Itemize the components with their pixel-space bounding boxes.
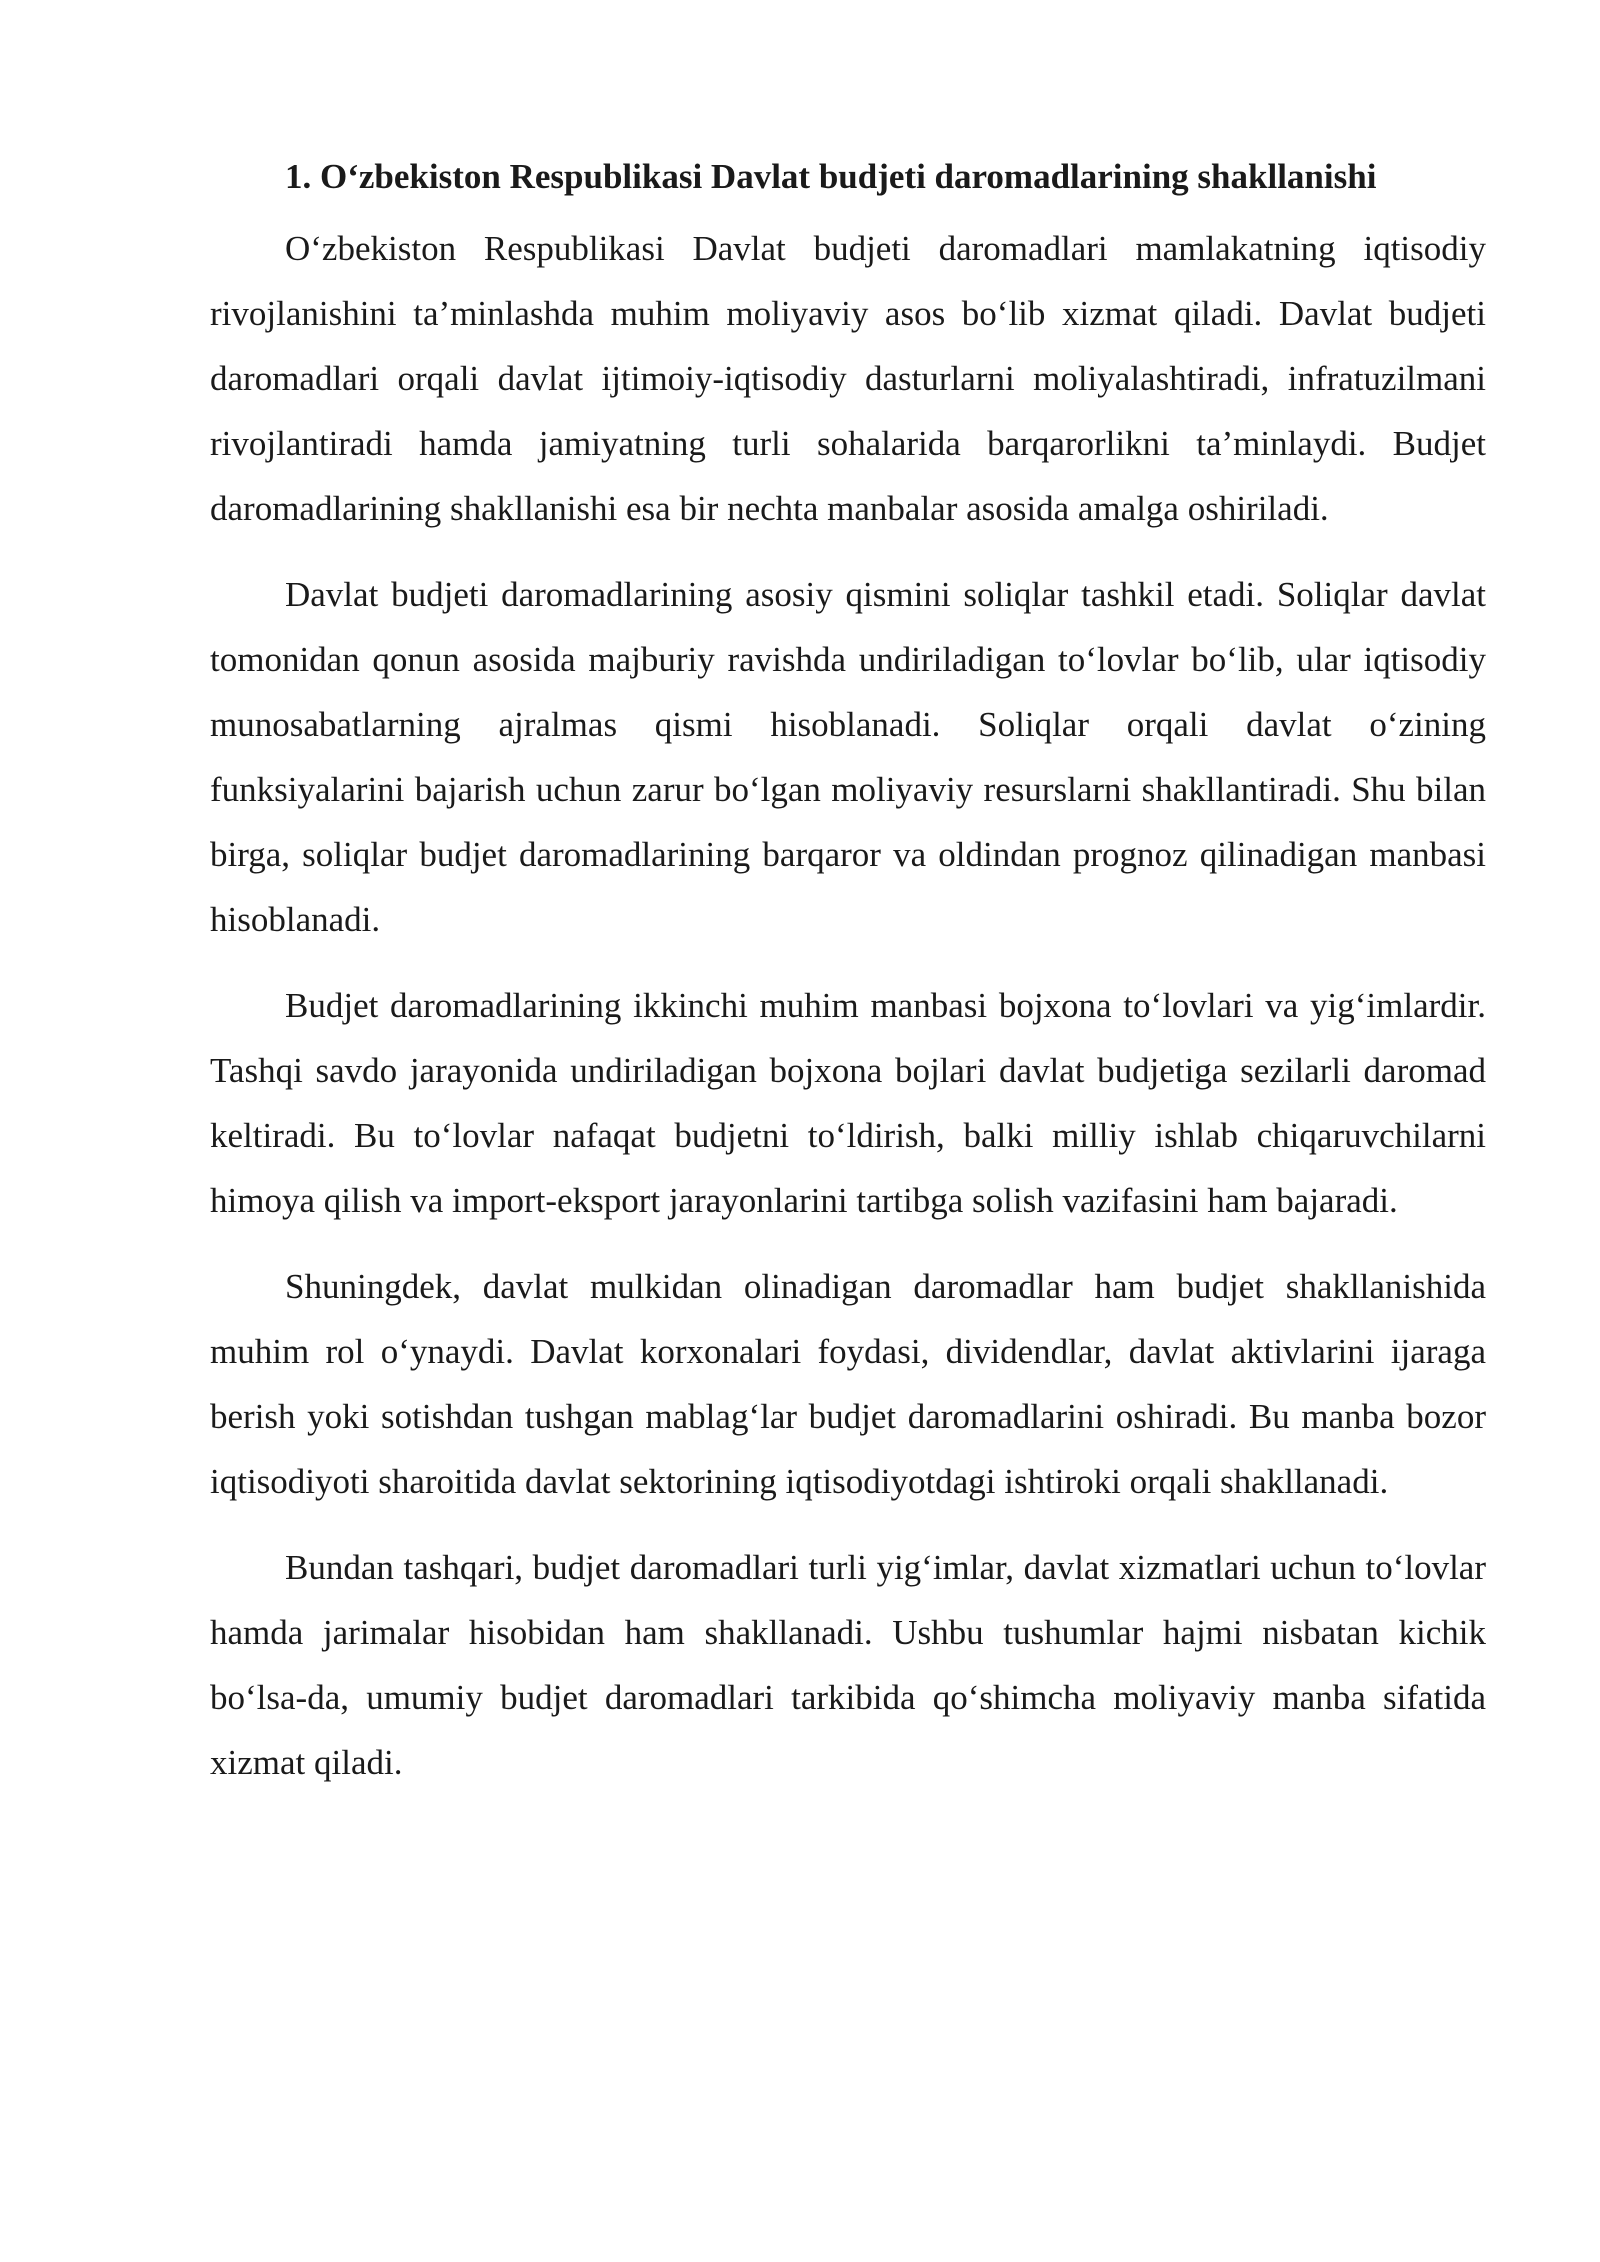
paragraph-fees-fines: Bundan tashqari, budjet daromadlari turli yig‘imlar, davlat xizmatlari uchun to‘lovlar hamda jarimalar hisobidan ham shakllanadi. Ushbu tushumlar hajmi nisbatan kichik bo‘lsa-da, umumiy budjet daromadlari tarkibida qo‘shimcha moliyaviy manba sifatida xizmat qiladi.: [210, 1548, 1486, 1782]
section-heading: 1. O‘zbekiston Respublikasi Davlat budjeti daromadlarining shakllanishi: [285, 157, 1377, 196]
paragraph-taxes: Davlat budjeti daromadlarining asosiy qismini soliqlar tashkil etadi. Soliqlar davlat tomonidan qonun asosida majburiy ravishda undiriladigan to‘lovlar bo‘lib, ular iqtisodiy munosabatlarning ajralmas qismi hisoblanadi. Soliqlar orqali davlat o‘zining funksiyalarini bajarish uchun zarur bo‘lgan moliyaviy resurslarni shakllantiradi. Shu bilan birga, soliqlar budjet daromadlarining barqaror va oldindan prognoz qilinadigan manbasi hisoblanadi.: [210, 575, 1486, 939]
paragraph-customs: Budjet daromadlarining ikkinchi muhim manbasi bojxona to‘lovlari va yig‘imlardir. Tashqi savdo jarayonida undiriladigan bojxona bojlari davlat budjetiga sezilarli daromad keltiradi. Bu to‘lovlar nafaqat budjetni to‘ldirish, balki milliy ishlab chiqaruvchilarni himoya qilish va import-eksport jarayonlarini tartibga solish vazifasini ham bajaradi.: [210, 986, 1486, 1220]
paragraph-intro: O‘zbekiston Respublikasi Davlat budjeti daromadlari mamlakatning iqtisodiy rivojlanishini ta’minlashda muhim moliyaviy asos bo‘lib xizmat qiladi. Davlat budjeti daromadlari orqali davlat ijtimoiy-iqtisodiy dasturlarni moliyalashtiradi, infratuzilmani rivojlantiradi hamda jamiyatning turli sohalarida barqarorlikni ta’minlaydi. Budjet daromadlarining shakllanishi esa bir nechta manbalar asosida amalga oshiriladi.: [210, 229, 1486, 528]
paragraph-state-property: Shuningdek, davlat mulkidan olinadigan daromadlar ham budjet shakllanishida muhim rol o‘ynaydi. Davlat korxonalari foydasi, dividendlar, davlat aktivlarini ijaraga berish yoki sotishdan tushgan mablag‘lar budjet daromadlarini oshiradi. Bu manba bozor iqtisodiyoti sharoitida davlat sektorining iqtisodiyotdagi ishtiroki orqali shakllanadi.: [210, 1267, 1486, 1501]
document-page: [210, 148, 1486, 1816]
